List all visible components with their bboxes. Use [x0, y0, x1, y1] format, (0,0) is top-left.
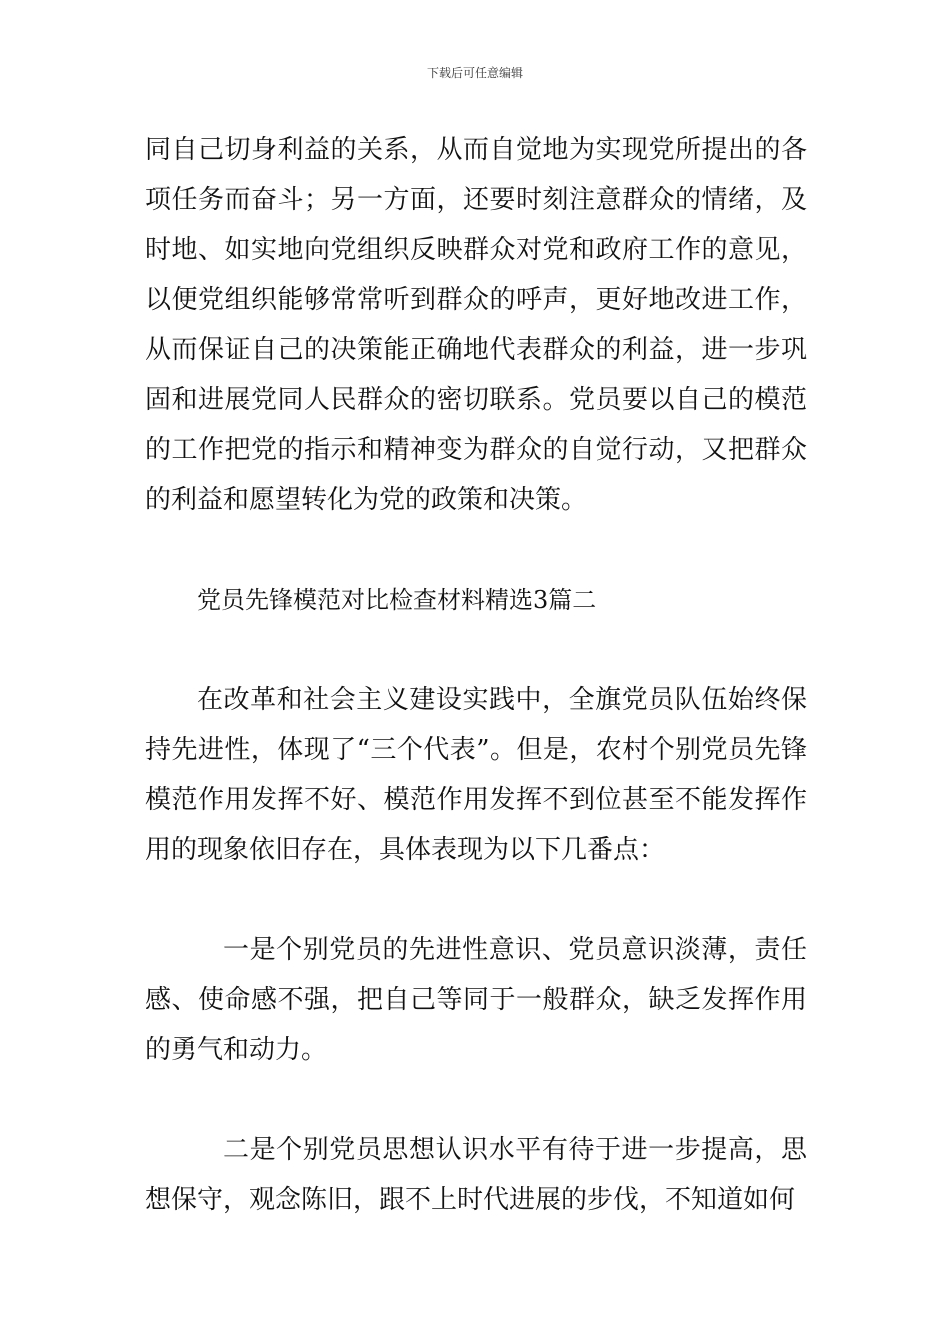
paragraph-gap: [145, 625, 807, 675]
paragraph-intro: 在改革和社会主义建设实践中，全旗党员队伍始终保持先进性，体现了“三个代表”。但是，农村个别党员先锋模范作用发挥不好、模范作用发挥不到位甚至不能发挥作用的现象依旧存在，具体表现为以下几番点：: [145, 685, 807, 865]
paragraph-point-two: 二是个别党员思想认识水平有待于进一步提高，思想保守，观念陈旧，跟不上时代进展的步伐，不知道如何: [145, 1135, 807, 1215]
paragraph-gap: [145, 875, 807, 925]
paragraph-point-one: 一是个别党员的先进性意识、党员意识淡薄，责任感、使命感不强，把自己等同于一般群众，缺乏发挥作用的勇气和动力。: [145, 935, 807, 1065]
paragraph-gap: [145, 1075, 807, 1125]
document-body: [145, 125, 807, 1225]
paragraph-gap: [145, 525, 807, 575]
section-heading: 党员先锋模范对比检查材料精选3篇二: [197, 586, 597, 614]
page-header-note: 下载后可任意编辑: [426, 66, 523, 80]
paragraph-continued: 同自己切身利益的关系，从而自觉地为实现党所提出的各项任务而奋斗；另一方面，还要时刻注意群众的情绪，及时地、如实地向党组织反映群众对党和政府工作的意见，以便党组织能够常常听到群众的呼声，更好地改进工作，从而保证自己的决策能正确地代表群众的利益，进一步巩固和进展党同人民群众的密切联系。党员要以自己的模范的工作把党的指示和精神变为群众的自觉行动，又把群众的利益和愿望转化为党的政策和决策。: [145, 135, 807, 515]
